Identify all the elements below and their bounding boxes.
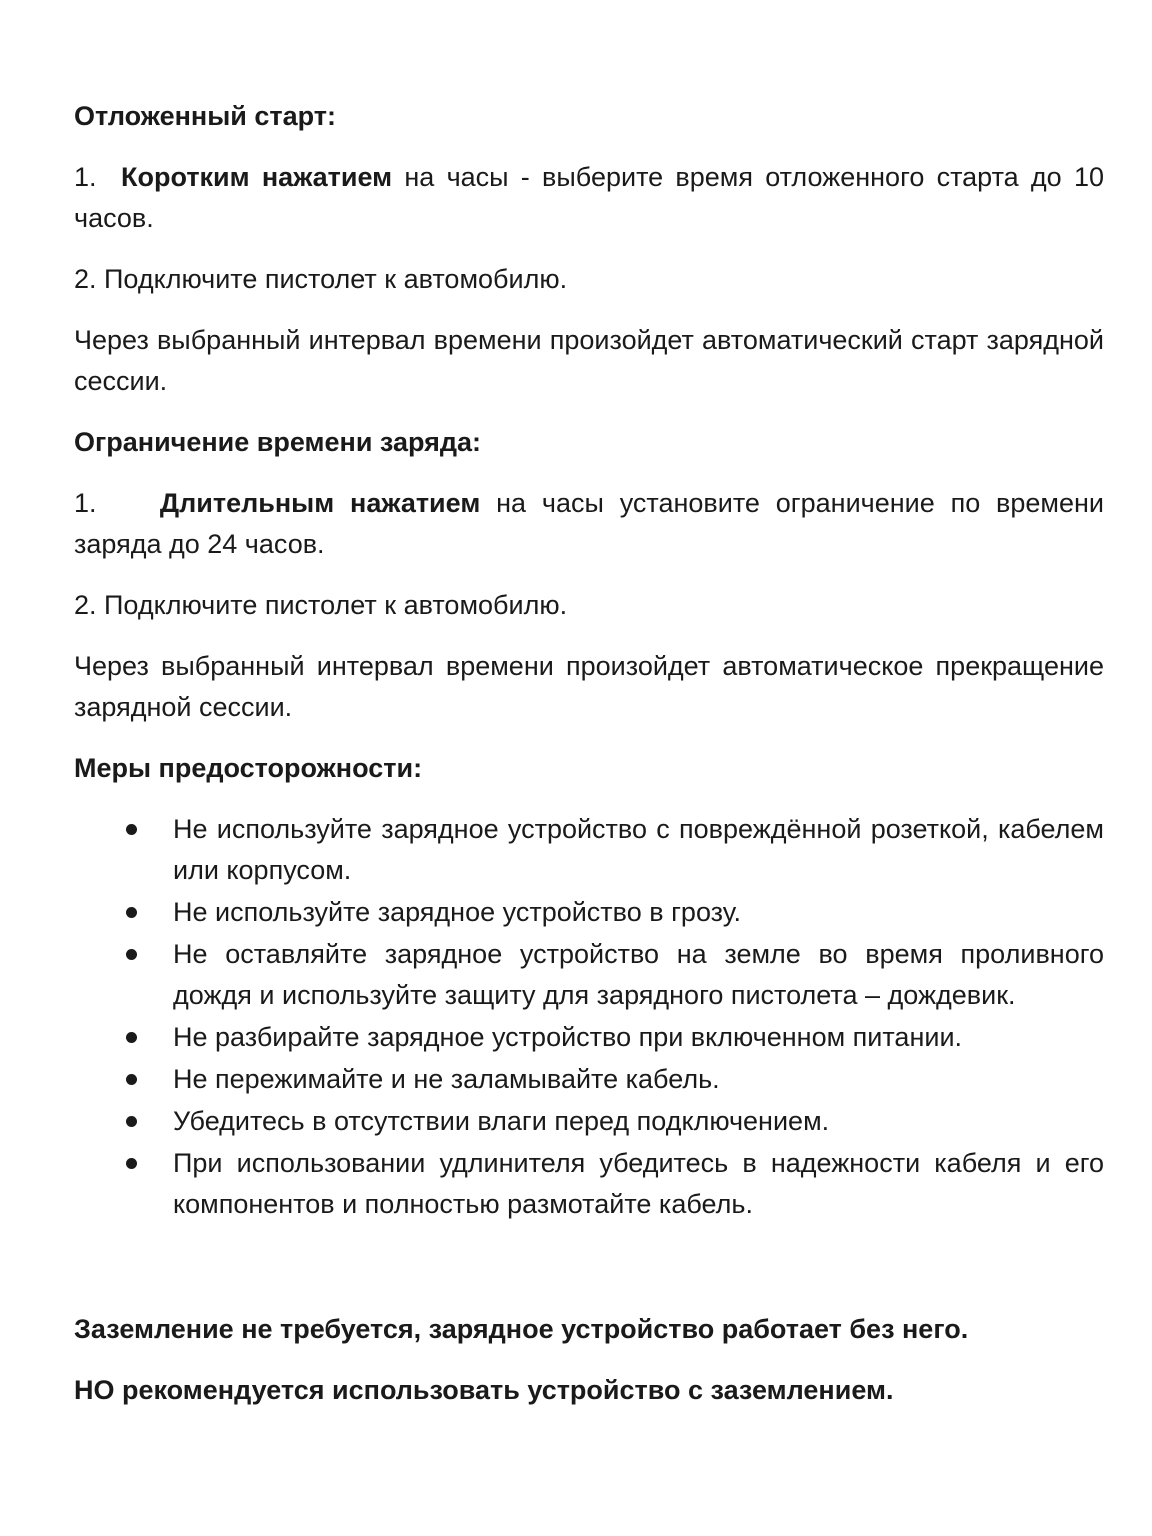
list-item — [74, 1017, 1104, 1058]
list-item-text: Не пережимайте и не заламывайте кабель. — [173, 1064, 720, 1094]
spacer — [74, 1245, 1104, 1309]
list-item-text: Не используйте зарядное устройство в грозу. — [173, 897, 742, 927]
list-item-text: Не используйте зарядное устройство с повреждённой розеткой, кабелем или корпусом. — [173, 814, 1104, 885]
list-item-text: При использовании удлинителя убедитесь в надежности кабеля и его компонентов и полностью размотайте кабель. — [173, 1148, 1104, 1219]
list-item-text: Не оставляйте зарядное устройство на земле во время проливного дождя и используйте защиту для зарядного пистолета – дождевик. — [173, 939, 1104, 1010]
time-limit-heading: Ограничение времени заряда: — [74, 427, 482, 457]
list-item — [74, 934, 1104, 1016]
bullet-icon — [126, 949, 137, 960]
step-emphasis: Длительным нажатием — [159, 488, 481, 518]
list-item — [74, 809, 1104, 891]
time-limit-step-2: 2. Подключите пистолет к автомобилю. — [74, 590, 568, 620]
bullet-icon — [126, 907, 137, 918]
step-number: 1. — [74, 488, 97, 518]
list-item-text: Убедитесь в отсутствии влаги перед подключением. — [173, 1106, 830, 1136]
list-item — [74, 1101, 1104, 1142]
bullet-icon — [126, 1032, 137, 1043]
list-item-text: Не разбирайте зарядное устройство при включенном питании. — [173, 1022, 963, 1052]
step-emphasis: Коротким нажатием — [121, 162, 393, 192]
list-item — [74, 1143, 1104, 1225]
delayed-start-step-1 — [74, 157, 1104, 239]
bullet-icon — [126, 1074, 137, 1085]
time-limit-note: Через выбранный интервал времени произойдет автоматическое прекращение зарядной сессии. — [74, 651, 1104, 722]
precautions-list — [74, 809, 1104, 1225]
precautions-heading: Меры предосторожности: — [74, 753, 423, 783]
delayed-start-heading: Отложенный старт: — [74, 101, 336, 131]
step-text: на часы - выберите время отложенного старта до 10 часов. — [74, 162, 1104, 233]
time-limit-step-1 — [74, 483, 1104, 565]
bullet-icon — [126, 1116, 137, 1127]
delayed-start-step-2: 2. Подключите пистолет к автомобилю. — [74, 264, 568, 294]
bullet-icon — [126, 824, 137, 835]
delayed-start-note: Через выбранный интервал времени произойдет автоматический старт зарядной сессии. — [74, 325, 1104, 396]
step-number: 1. — [74, 162, 97, 192]
grounding-line-1: Заземление не требуется, зарядное устройство работает без него. — [74, 1314, 969, 1344]
bullet-icon — [126, 1158, 137, 1169]
grounding-line-2: НО рекомендуется использовать устройство с заземлением. — [74, 1375, 894, 1405]
list-item — [74, 892, 1104, 933]
step-text: на часы установите ограничение по времени заряда до 24 часов. — [74, 488, 1104, 559]
document-page — [74, 96, 1104, 1431]
list-item — [74, 1059, 1104, 1100]
